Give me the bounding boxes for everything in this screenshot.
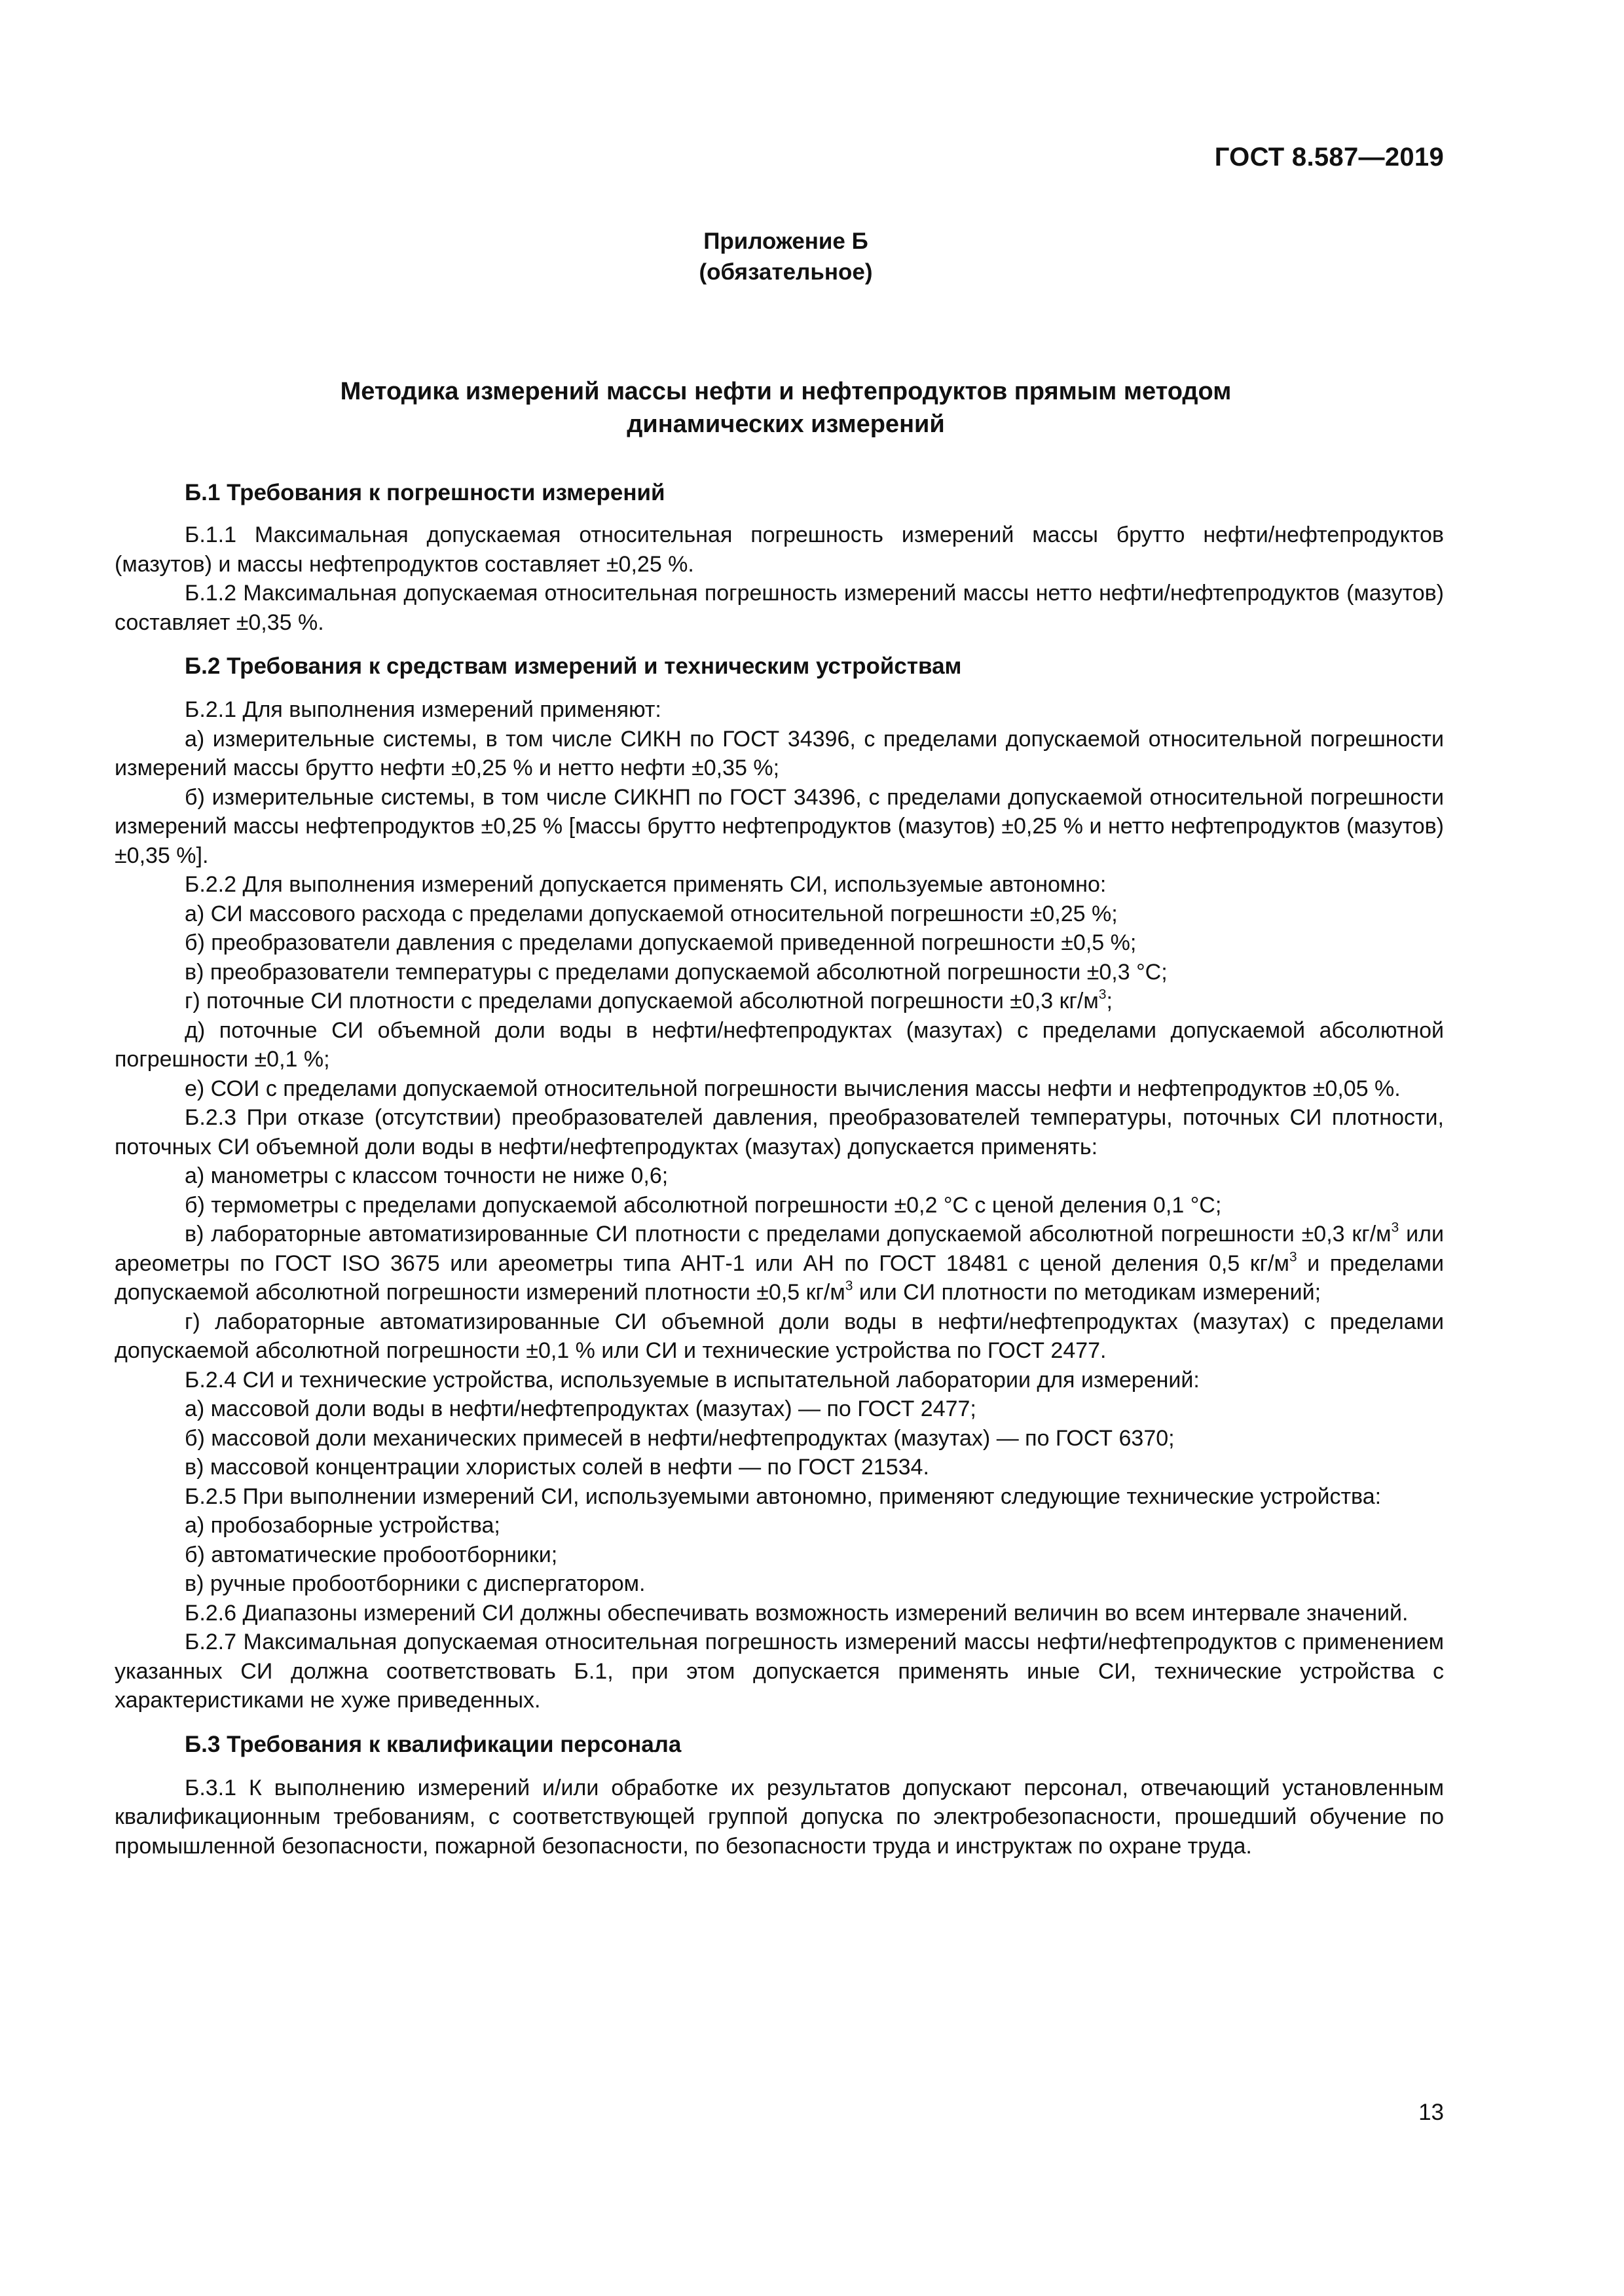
- paragraph-b3-1: Б.3.1 К выполнению измерений и/или обработке их результатов допускают персонал, отвечающий установленным квалификационным требованиям, с соответствующей группой допуска по электробезопасности, прошедший обучение по промышленной безопасности, пожарной безопасности, по безопасности труда и инструктаж по охране труда.: [115, 1775, 1444, 1859]
- list-item-b2-2-f: е) СОИ с пределами допускаемой относительной погрешности вычисления массы нефти и нефтепродуктов ±0,05 %.: [185, 1076, 1401, 1101]
- superscript-3: 3: [1289, 1248, 1297, 1264]
- paragraph-b2-4: Б.2.4 СИ и технические устройства, используемые в испытательной лаборатории для измерений:: [185, 1367, 1200, 1393]
- list-item-b2-4-a: а) массовой доли воды в нефти/нефтепродуктах (мазутах) — по ГОСТ 2477;: [185, 1396, 976, 1421]
- paragraph-b2-2: Б.2.2 Для выполнения измерений допускается применять СИ, используемые автономно:: [185, 872, 1107, 897]
- appendix-heading: [0, 226, 1572, 287]
- list-item-b2-5-a: а) пробозаборные устройства;: [185, 1513, 500, 1538]
- list-item-b2-2-d-text: г) поточные СИ плотности с пределами допускаемой абсолютной погрешности ±0,3 кг/м: [185, 989, 1099, 1013]
- list-item-b2-1-a: а) измерительные системы, в том числе СИКН по ГОСТ 34396, с пределами допускаемой относительной погрешности измерений массы брутто нефти ±0,25 % и нетто нефти ±0,35 %;: [115, 726, 1444, 780]
- list-item-b2-2-e: д) поточные СИ объемной доли воды в нефти/нефтепродуктах (мазутах) с пределами допускаемой абсолютной погрешности ±0,1 %;: [115, 1017, 1444, 1072]
- document-code: ГОСТ 8.587—2019: [1214, 143, 1444, 172]
- list-item-b2-3-c: [115, 1220, 1444, 1307]
- superscript-3: 3: [1391, 1220, 1399, 1235]
- list-item-b2-2-b: б) преобразователи давления с пределами допускаемой приведенной погрешности ±0,5 %;: [185, 930, 1137, 955]
- list-item-b2-2-a: а) СИ массового расхода с пределами допускаемой относительной погрешности ±0,25 %;: [185, 901, 1118, 926]
- list-item-b2-3-b: б) термометры с пределами допускаемой абсолютной погрешности ±0,2 °С с ценой деления 0,1 °С;: [185, 1192, 1222, 1218]
- section-heading-b2: Б.2 Требования к средствам измерений и техническим устройствам: [185, 653, 962, 679]
- appendix-status: (обязательное): [699, 259, 873, 285]
- document-title: [0, 375, 1572, 441]
- list-item-b2-3-a: а) манометры с классом точности не ниже 0,6;: [185, 1163, 669, 1188]
- list-item-b2-3-c-part-3: и пределами допускаемой абсолютной погрешности измерений плотности ±0,5 кг/м: [115, 1250, 1445, 1305]
- title-line-2: динамических измерений: [627, 410, 945, 438]
- list-item-b2-3-c-part-2: или ареометры по ГОСТ ISO 3675 или ареометры типа АНТ-1 или АН по ГОСТ 18481 с ценой деления 0,5 кг/м: [115, 1222, 1444, 1276]
- page-number: 13: [1418, 2100, 1444, 2125]
- title-line-1: Методика измерений массы нефти и нефтепродуктов прямым методом: [340, 378, 1232, 405]
- list-item-b2-4-c: в) массовой концентрации хлористых солей в нефти — по ГОСТ 21534.: [185, 1455, 929, 1480]
- list-item-b2-3-c-part-4: или СИ плотности по методикам измерений;: [853, 1280, 1321, 1305]
- section-heading-b3: Б.3 Требования к квалификации персонала: [185, 1731, 682, 1757]
- paragraph-b1-2: Б.1.2 Максимальная допускаемая относительная погрешность измерений массы нетто нефти/нефтепродуктов (мазутов) составляет ±0,35 %.: [115, 581, 1444, 635]
- list-item-b2-3-c-part-1: в) лабораторные автоматизированные СИ плотности с пределами допускаемой абсолютной погрешности ±0,3 кг/м: [185, 1222, 1392, 1247]
- list-item-b2-3-d: г) лабораторные автоматизированные СИ объемной доли воды в нефти/нефтепродуктах (мазутах) с пределами допускаемой абсолютной погрешности ±0,1 % или СИ и технические устройства по ГОСТ 2477.: [115, 1309, 1444, 1363]
- list-item-b2-2-c: в) преобразователи температуры с пределами допускаемой абсолютной погрешности ±0,3 °С;: [185, 959, 1168, 985]
- appendix-label: Приложение Б: [703, 228, 868, 254]
- section-heading-b1: Б.1 Требования к погрешности измерений: [185, 480, 665, 505]
- document-body: [115, 478, 1444, 1861]
- list-item-b2-5-b: б) автоматические пробоотборники;: [185, 1542, 558, 1567]
- paragraph-b2-6: Б.2.6 Диапазоны измерений СИ должны обеспечивать возможность измерений величин во всем интервале значений.: [185, 1600, 1409, 1626]
- list-item-b2-5-c: в) ручные пробоотборники с диспергатором.: [185, 1571, 646, 1596]
- superscript-3: 3: [845, 1278, 853, 1294]
- list-item-b2-2-d: [115, 987, 1444, 1016]
- paragraph-b2-3: Б.2.3 При отказе (отсутствии) преобразователей давления, преобразователей температуры, поточных СИ плотности, поточных СИ объемной доли воды в нефти/нефтепродуктах (мазутах) допускается применять:: [115, 1105, 1444, 1159]
- paragraph-b2-5: Б.2.5 При выполнении измерений СИ, используемыми автономно, применяют следующие технические устройства:: [185, 1484, 1382, 1509]
- list-item-b2-1-b: б) измерительные системы, в том числе СИКНП по ГОСТ 34396, с пределами допускаемой относительной погрешности измерений массы нефтепродуктов ±0,25 % [массы брутто нефтепродуктов (мазутов) ±0,25 % и нетто нефтепродуктов (мазутов) ±0,35 %].: [115, 784, 1444, 868]
- paragraph-b1-1: Б.1.1 Максимальная допускаемая относительная погрешность измерений массы брутто нефти/нефтепродуктов (мазутов) и массы нефтепродуктов составляет ±0,25 %.: [115, 522, 1444, 577]
- superscript-3: 3: [1098, 987, 1107, 1002]
- paragraph-b2-1: Б.2.1 Для выполнения измерений применяют:: [185, 697, 661, 722]
- list-item-b2-2-d-tail: ;: [1106, 989, 1113, 1013]
- list-item-b2-4-b: б) массовой доли механических примесей в нефти/нефтепродуктах (мазутах) — по ГОСТ 6370;: [185, 1425, 1175, 1451]
- paragraph-b2-7: Б.2.7 Максимальная допускаемая относительная погрешность измерений массы нефти/нефтепродуктов с применением указанных СИ должна соответствовать Б.1, при этом допускается применять иные СИ, технические устройства с характеристиками не хуже приведенных.: [115, 1630, 1444, 1713]
